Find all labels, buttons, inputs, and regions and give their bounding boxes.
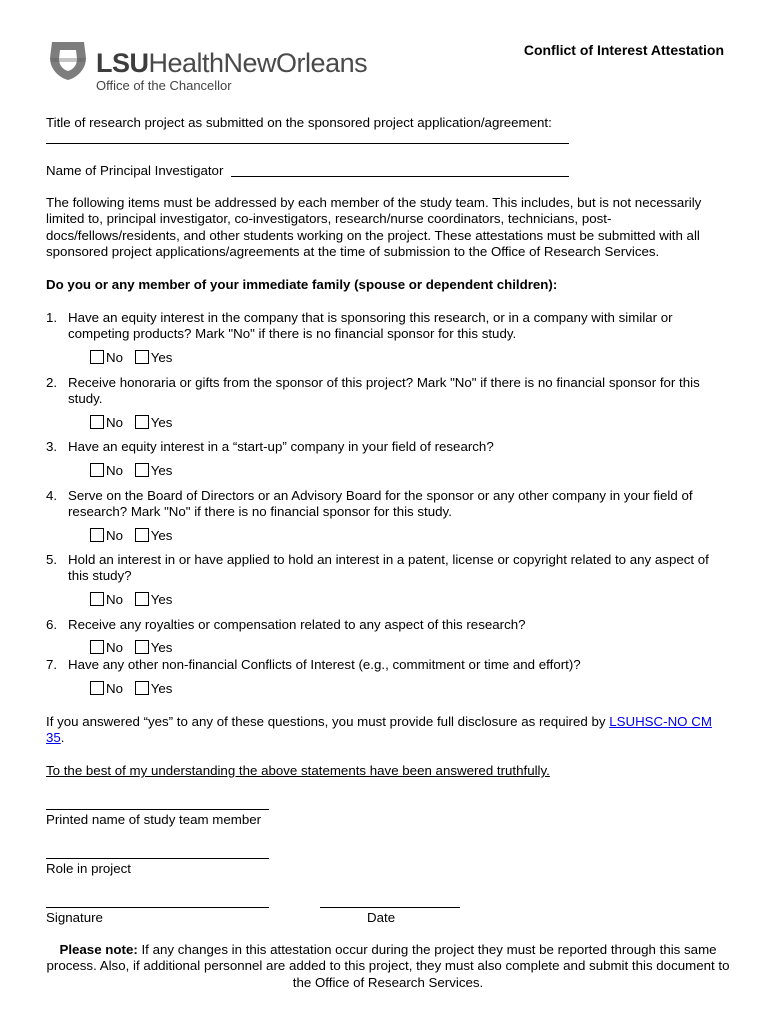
- question-text: Receive any royalties or compensation related to any aspect of this research?: [68, 617, 526, 632]
- question-number: 3.: [46, 439, 58, 454]
- role-label: Role in project: [46, 861, 131, 876]
- shield-logo-icon: [46, 38, 90, 82]
- lsu-logo: [46, 36, 376, 96]
- pi-field[interactable]: [231, 176, 569, 177]
- note-text: If any changes in this attestation occur during the project they must be reported through this same process. Also, if additional personnel are added to this project, they must also complete and submit this document to the Office of Research Services.: [46, 942, 730, 990]
- q6-yes-checkbox[interactable]: [135, 640, 149, 654]
- yes-label: Yes: [150, 528, 173, 543]
- question-text: Have an equity interest in a “start-up” company in your field of research?: [68, 439, 494, 454]
- q7-no-option[interactable]: [90, 681, 123, 697]
- note-label: Please note:: [59, 942, 138, 957]
- q3-no-checkbox[interactable]: [90, 463, 104, 477]
- date-label: Date: [367, 910, 396, 925]
- q7-yes-option[interactable]: [135, 681, 173, 697]
- question-number: 5.: [46, 552, 58, 567]
- question-6-options: [90, 640, 172, 656]
- project-title-label: Title of research project as submitted on the sponsored project application/agreement:: [46, 115, 552, 130]
- q2-yes-checkbox[interactable]: [135, 415, 149, 429]
- question-3-options: [90, 463, 172, 479]
- attestation-statement: To the best of my understanding the above statements have been answered truthfully.: [46, 763, 550, 778]
- disclosure-paragraph: [46, 714, 730, 747]
- policy-link[interactable]: LSUHSC-NO CM 35: [46, 714, 712, 746]
- no-label: No: [106, 592, 123, 607]
- question-text: Receive honoraria or gifts from the sponsor of this project? Mark "No" if there is no financial sponsor for this study.: [68, 375, 700, 407]
- question-heading: Do you or any member of your immediate family (spouse or dependent children):: [46, 277, 558, 292]
- q4-no-option[interactable]: [90, 528, 123, 544]
- question-5-options: [90, 592, 172, 608]
- yes-label: Yes: [150, 463, 173, 478]
- printed-name-label: Printed name of study team member: [46, 812, 262, 827]
- q7-yes-checkbox[interactable]: [135, 681, 149, 695]
- role-field[interactable]: [46, 858, 269, 859]
- q3-no-option[interactable]: [90, 463, 123, 479]
- q6-no-option[interactable]: [90, 640, 123, 656]
- q2-no-checkbox[interactable]: [90, 415, 104, 429]
- yes-label: Yes: [150, 350, 173, 365]
- signature-field[interactable]: [46, 907, 269, 908]
- q5-yes-option[interactable]: [135, 592, 173, 608]
- question-number: 1.: [46, 310, 58, 325]
- logo-subtitle: Office of the Chancellor: [96, 78, 232, 93]
- yes-label: Yes: [150, 681, 173, 696]
- q3-yes-option[interactable]: [135, 463, 173, 479]
- no-label: No: [106, 415, 123, 430]
- q5-no-option[interactable]: [90, 592, 123, 608]
- signature-label: Signature: [46, 910, 103, 925]
- q4-no-checkbox[interactable]: [90, 528, 104, 542]
- q2-no-option[interactable]: [90, 415, 123, 431]
- project-title-field[interactable]: [46, 143, 569, 144]
- no-label: No: [106, 681, 123, 696]
- q6-yes-option[interactable]: [135, 640, 173, 656]
- q1-yes-checkbox[interactable]: [135, 350, 149, 364]
- q7-no-checkbox[interactable]: [90, 681, 104, 695]
- printed-name-field[interactable]: [46, 809, 269, 810]
- q1-no-option[interactable]: [90, 350, 123, 366]
- question-number: 4.: [46, 488, 58, 503]
- question-number: 6.: [46, 617, 58, 632]
- no-label: No: [106, 640, 123, 655]
- q1-no-checkbox[interactable]: [90, 350, 104, 364]
- q6-no-checkbox[interactable]: [90, 640, 104, 654]
- yes-label: Yes: [150, 415, 173, 430]
- q5-no-checkbox[interactable]: [90, 592, 104, 606]
- disclosure-text: If you answered “yes” to any of these questions, you must provide full disclosure as required by: [46, 714, 610, 729]
- question-number: 7.: [46, 657, 58, 672]
- logo-wordmark: LSUHealthNewOrleans: [96, 48, 368, 78]
- q4-yes-checkbox[interactable]: [135, 528, 149, 542]
- q2-yes-option[interactable]: [135, 415, 173, 431]
- question-7-options: [90, 681, 172, 697]
- question-1-options: [90, 350, 172, 366]
- question-4-options: [90, 528, 172, 544]
- q5-yes-checkbox[interactable]: [135, 592, 149, 606]
- q3-yes-checkbox[interactable]: [135, 463, 149, 477]
- q1-yes-option[interactable]: [135, 350, 173, 366]
- yes-label: Yes: [150, 640, 173, 655]
- no-label: No: [106, 528, 123, 543]
- disclosure-end: .: [60, 730, 65, 746]
- question-text: Serve on the Board of Directors or an Advisory Board for the sponsor or any other company in your field of research? Mark "No" if there is no financial sponsor for this study.: [68, 488, 693, 520]
- question-text: Hold an interest in or have applied to hold an interest in a patent, license or copyright related to any aspect of this study?: [68, 552, 709, 584]
- q4-yes-option[interactable]: [135, 528, 173, 544]
- question-number: 2.: [46, 375, 58, 390]
- no-label: No: [106, 350, 123, 365]
- document-title: Conflict of Interest Attestation: [523, 42, 724, 58]
- question-2-options: [90, 415, 172, 431]
- yes-label: Yes: [150, 592, 173, 607]
- please-note: [46, 942, 730, 991]
- no-label: No: [106, 463, 123, 478]
- date-field[interactable]: [320, 907, 460, 908]
- question-text: Have an equity interest in the company that is sponsoring this research, or in a company with similar or competing products? Mark "No" if there is no financial sponsor for this study.: [68, 310, 673, 342]
- pi-label: Name of Principal Investigator: [46, 163, 224, 178]
- intro-paragraph: The following items must be addressed by each member of the study team. This includes, but is not necessarily limited to, principal investigator, co-investigators, research/nurse coordinators, technicians, post-docs/fellows/residents, and other students working on the project. These attestations must be submitted with all sponsored project applications/agreements at the time of submission to the Office of Research Services.: [46, 195, 702, 260]
- question-text: Have any other non-financial Conflicts of Interest (e.g., commitment or time and effort)?: [68, 657, 581, 672]
